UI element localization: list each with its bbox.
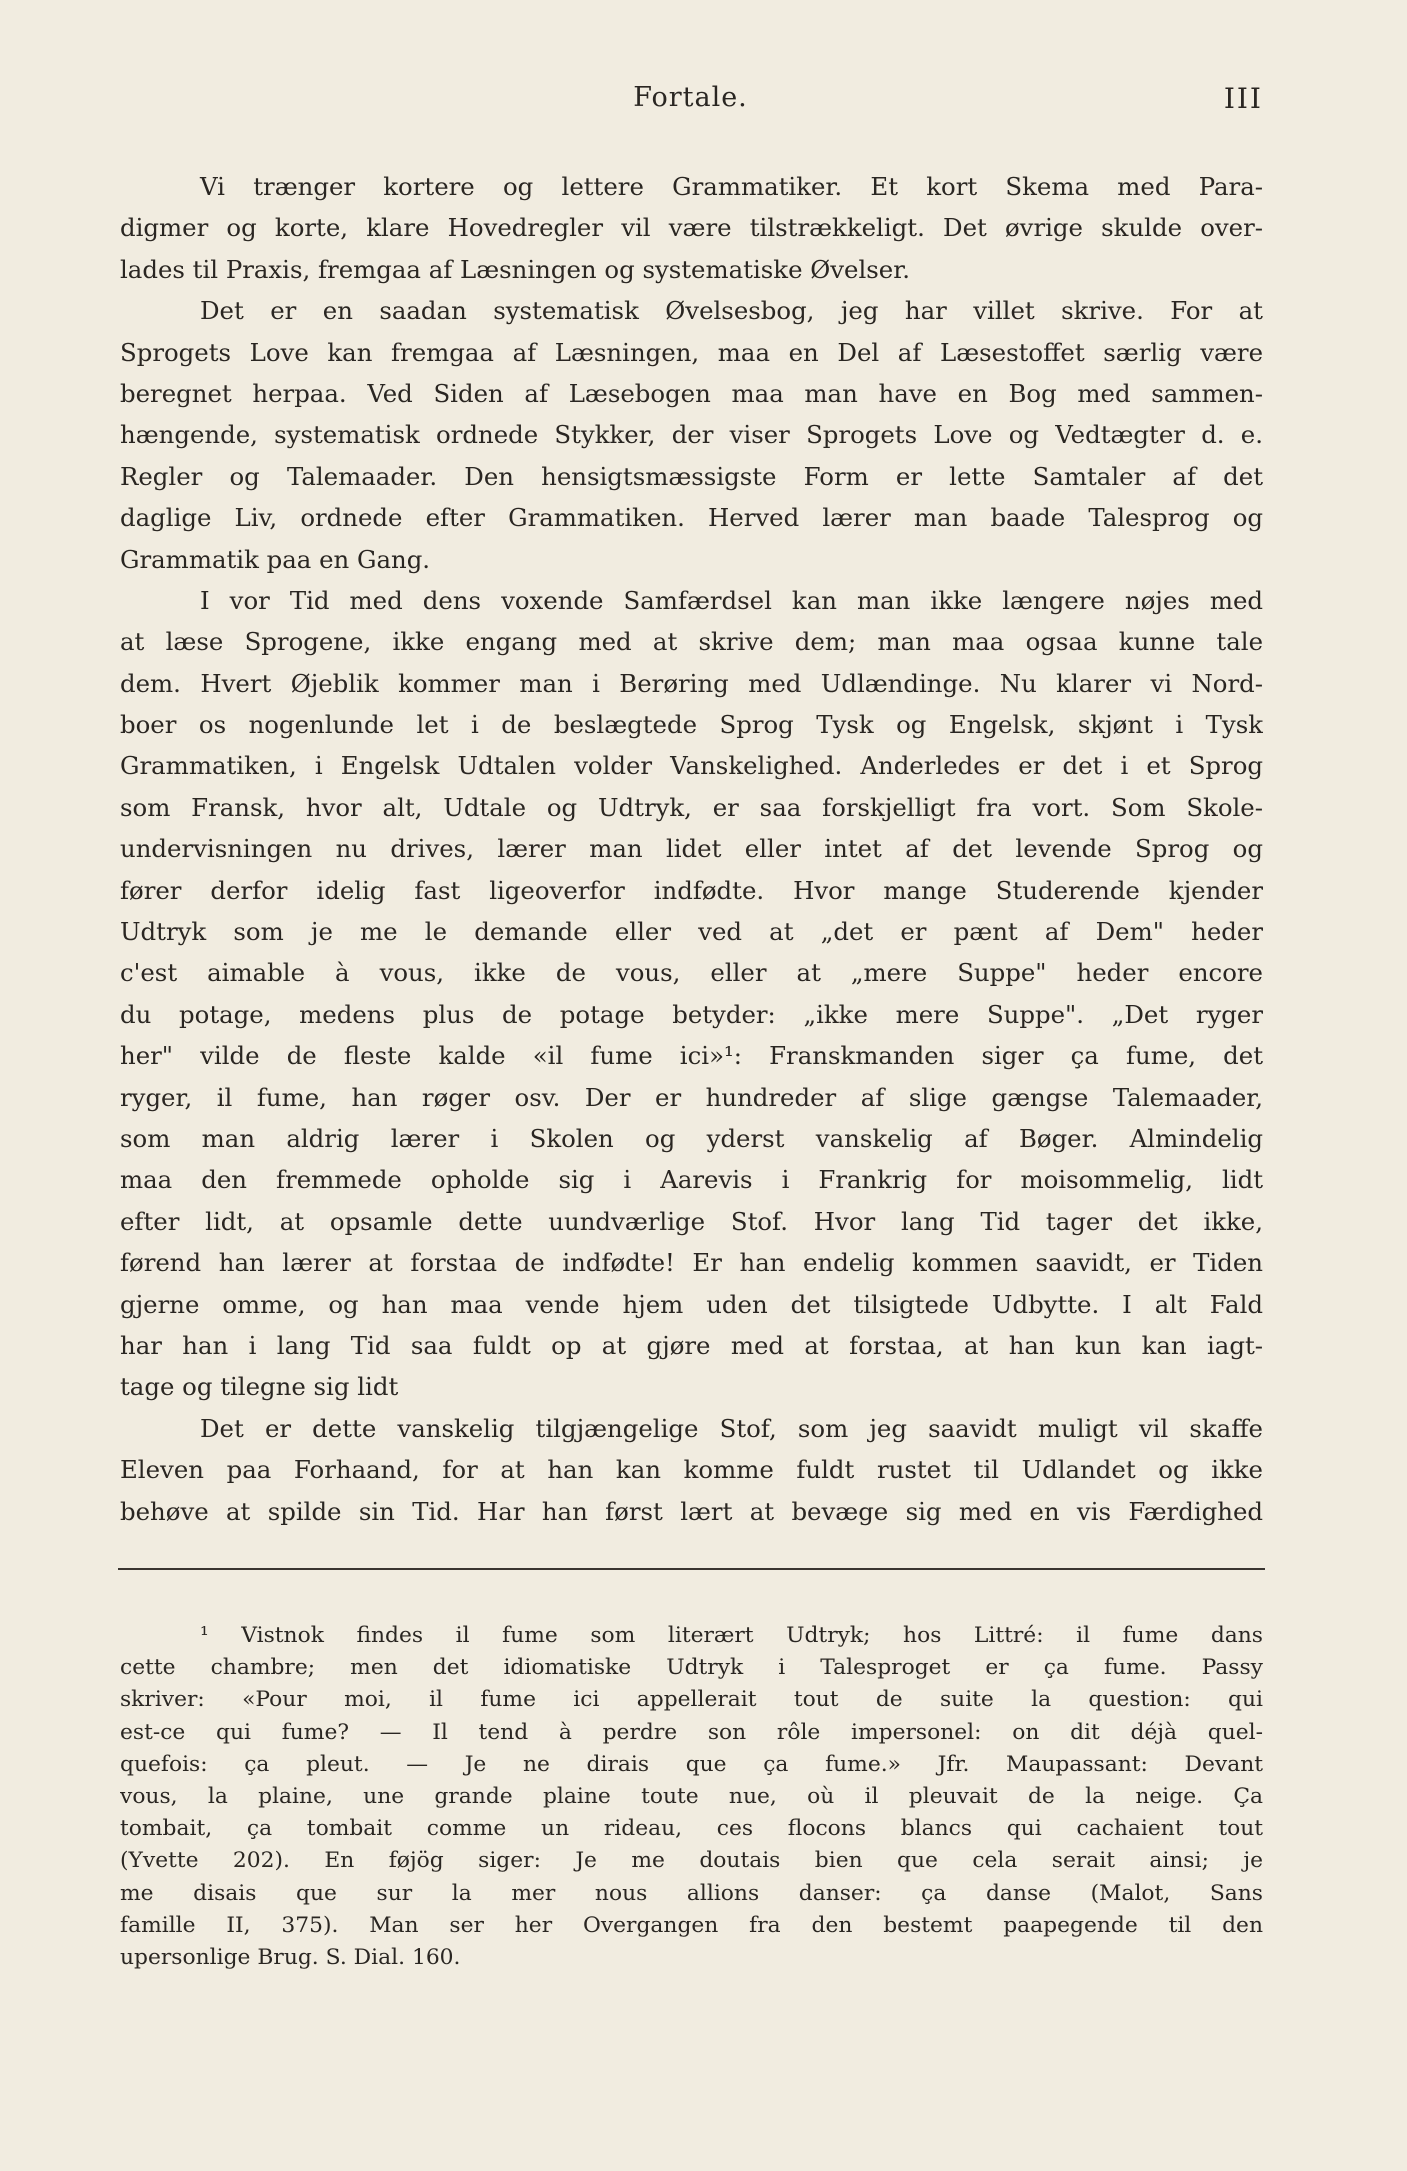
footnote-line: cette chambre; men det idiomatiske Udtryk i Talesproget er ça fume. Passy	[120, 1655, 1263, 1681]
text-line: Udtryk som je me le demande eller ved at „det er pænt af Dem" heder	[120, 917, 1263, 947]
text-line: Det er dette vanskelig tilgjængelige Stof, som jeg saavidt muligt vil skaffe	[200, 1413, 1263, 1443]
footnotes	[120, 1620, 1263, 1974]
text-line: daglige Liv, ordnede efter Grammatiken. Herved lærer man baade Talesprog og	[120, 503, 1263, 533]
text-line: Regler og Talemaader. Den hensigtsmæssigste Form er lette Samtaler af det	[120, 461, 1263, 491]
text-line: digmer og korte, klare Hovedregler vil være tilstrækkeligt. Det øvrige skulde over-	[120, 213, 1263, 243]
text-line: boer os nogenlunde let i de beslægtede Sprog Tysk og Engelsk, skjønt i Tysk	[120, 710, 1263, 740]
text-line: efter lidt, at opsamle dette uundværlige Stof. Hvor lang Tid tager det ikke,	[120, 1206, 1263, 1236]
footnote-line: (Yvette 202). En føjög siger: Je me doutais bien que cela serait ainsi; je	[120, 1848, 1263, 1874]
text-line: undervisningen nu drives, lærer man lidet eller intet af det levende Sprog og	[120, 834, 1263, 864]
footnote-line: me disais que sur la mer nous allions danser: ça danse (Malot, Sans	[120, 1880, 1263, 1906]
text-line: beregnet herpaa. Ved Siden af Læsebogen maa man have en Bog med sammen-	[120, 378, 1263, 408]
text-line: c'est aimable à vous, ikke de vous, eller at „mere Suppe" heder encore	[120, 958, 1263, 988]
text-line: Grammatik paa en Gang.	[120, 544, 431, 574]
text-line: dem. Hvert Øjeblik kommer man i Berøring med Udlændinge. Nu klarer vi Nord-	[120, 668, 1263, 698]
text-line: førend han lærer at forstaa de indfødte! Er han endelig kommen saavidt, er Tiden	[120, 1248, 1263, 1278]
text-line: Sprogets Love kan fremgaa af Læsningen, maa en Del af Læsestoffet særlig være	[120, 337, 1263, 367]
text-line: Vi trænger kortere og lettere Grammatiker. Et kort Skema med Para-	[200, 172, 1263, 201]
body-text	[120, 166, 1263, 1532]
text-line: I vor Tid med dens voxende Samfærdsel kan man ikke længere nøjes med	[200, 585, 1263, 615]
text-line: fører derfor idelig fast ligeoverfor indfødte. Hvor mange Studerende kjender	[120, 875, 1263, 905]
footnote-line: vous, la plaine, une grande plaine toute nue, où il pleuvait de la neige. Ça	[120, 1783, 1263, 1809]
text-line: Eleven paa Forhaand, for at han kan komme fuldt rustet til Udlandet og ikke	[120, 1455, 1263, 1485]
running-title: Fortale.	[633, 82, 748, 113]
text-line: Det er en saadan systematisk Øvelsesbog, jeg har villet skrive. For at	[200, 296, 1263, 326]
text-line: her" vilde de fleste kalde «il fume ici»¹: Franskmanden siger ça fume, det	[120, 1041, 1263, 1071]
text-line: at læse Sprogene, ikke engang med at skrive dem; man maa ogsaa kunne tale	[120, 627, 1263, 657]
text-line: Grammatiken, i Engelsk Udtalen volder Vanskelighed. Anderledes er det i et Sprog	[120, 751, 1263, 781]
text-line: tage og tilegne sig lidt	[120, 1372, 399, 1402]
running-head	[118, 82, 1263, 126]
page-number: III	[1223, 82, 1263, 115]
text-line: du potage, medens plus de potage betyder: „ikke mere Suppe". „Det ryger	[120, 999, 1263, 1029]
text-line: som man aldrig lærer i Skolen og yderst vanskelig af Bøger. Almindelig	[120, 1123, 1263, 1153]
footnote-line: ¹ Vistnok findes il fume som literært Udtryk; hos Littré: il fume dans	[200, 1623, 1263, 1648]
footnote-line: est-ce qui fume? — Il tend à perdre son rôle impersonel: on dit déjà quel-	[120, 1719, 1263, 1745]
footnote-line: quefois: ça pleut. — Je ne dirais que ça fume.» Jfr. Maupassant: Devant	[120, 1751, 1263, 1777]
text-line: hængende, systematisk ordnede Stykker, der viser Sprogets Love og Vedtægter d. e.	[120, 420, 1263, 450]
text-line: som Fransk, hvor alt, Udtale og Udtryk, er saa forskjelligt fra vort. Som Skole-	[120, 792, 1263, 822]
text-line: behøve at spilde sin Tid. Har han først lært at bevæge sig med en vis Færdighed	[120, 1496, 1263, 1526]
text-line: ryger, il fume, han røger osv. Der er hundreder af slige gængse Talemaader,	[120, 1082, 1263, 1112]
footnote-line: skriver: «Pour moi, il fume ici appellerait tout de suite la question: qui	[120, 1687, 1263, 1713]
footnote-line: upersonlige Brug. S. Dial. 160.	[120, 1944, 461, 1970]
footnote-line: famille II, 375). Man ser her Overgangen fra den bestemt paapegende til den	[120, 1912, 1263, 1938]
text-line: lades til Praxis, fremgaa af Læsningen og systematiske Øvelser.	[120, 254, 910, 284]
text-line: gjerne omme, og han maa vende hjem uden det tilsigtede Udbytte. I alt Fald	[120, 1289, 1263, 1319]
footnote-divider	[118, 1568, 1265, 1570]
text-line: har han i lang Tid saa fuldt op at gjøre med at forstaa, at han kun kan iagt-	[120, 1330, 1263, 1360]
text-line: maa den fremmede opholde sig i Aarevis i Frankrig for moisommelig, lidt	[120, 1165, 1263, 1195]
footnote-line: tombait, ça tombait comme un rideau, ces flocons blancs qui cachaient tout	[120, 1816, 1263, 1842]
